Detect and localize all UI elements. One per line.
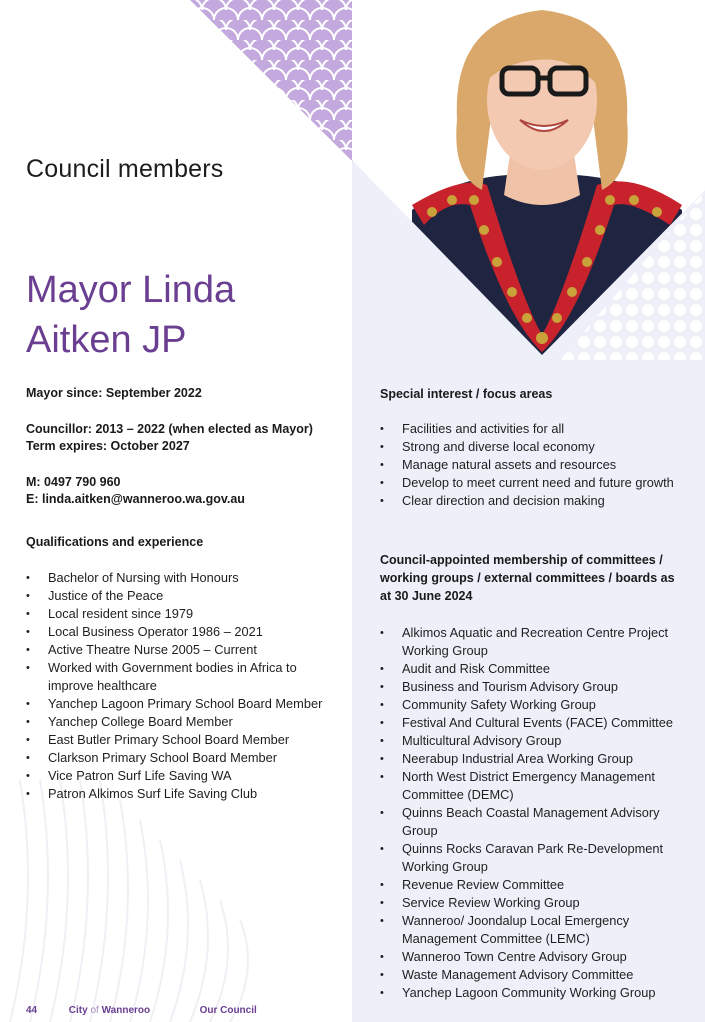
qualification-item: • Yanchep Lagoon Primary School Board Member	[26, 695, 344, 713]
page-heading: Council members	[26, 155, 224, 183]
mobile-number: M: 0497 790 960	[26, 474, 121, 489]
qualification-item: • Active Theatre Nurse 2005 – Current	[26, 641, 344, 659]
dot-pattern-decoration	[560, 190, 705, 360]
qualification-item: • Clarkson Primary School Board Member	[26, 749, 344, 767]
committee-item: • Revenue Review Committee	[380, 876, 685, 894]
qualifications-heading: Qualifications and experience	[26, 535, 204, 549]
mayor-name	[26, 265, 346, 365]
qualification-item: • Local resident since 1979	[26, 605, 344, 623]
committee-item: • Festival And Cultural Events (FACE) Committee	[380, 714, 685, 732]
interest-item: • Manage natural assets and resources	[380, 456, 680, 474]
councillor-term: Councillor: 2013 – 2022 (when elected as Mayor)	[26, 421, 313, 436]
qualification-item: • Yanchep College Board Member	[26, 713, 344, 731]
committees-heading: Council-appointed membership of committees / working groups / external committees / boards as at 30 June 2024	[380, 553, 675, 603]
committees-list	[380, 624, 685, 1002]
committee-item: • Community Safety Working Group	[380, 696, 685, 714]
page-number: 44	[26, 1005, 38, 1016]
committee-item: • Audit and Risk Committee	[380, 660, 685, 678]
interests-heading: Special interest / focus areas	[380, 387, 553, 401]
qualification-item: • Worked with Government bodies in Africa to improve healthcare	[26, 659, 344, 695]
qualification-item: • Bachelor of Nursing with Honours	[26, 569, 344, 587]
mayor-details	[26, 385, 346, 509]
qualification-item: • Local Business Operator 1986 – 2021	[26, 623, 344, 641]
qualification-item: • Vice Patron Surf Life Saving WA	[26, 767, 344, 785]
interests-list	[380, 420, 680, 510]
interest-item: • Develop to meet current need and future growth	[380, 474, 680, 492]
committee-item: • Service Review Working Group	[380, 894, 685, 912]
committee-item: • Multicultural Advisory Group	[380, 732, 685, 750]
term-expires: Term expires: October 2027	[26, 439, 190, 453]
committee-item: • Waste Management Advisory Committee	[380, 966, 685, 984]
qualification-item: • Patron Alkimos Surf Life Saving Club	[26, 785, 344, 803]
wordmark-city: City	[68, 1005, 88, 1016]
email-address[interactable]: E: linda.aitken@wanneroo.wa.gov.au	[26, 492, 245, 506]
line-texture-decoration	[0, 780, 352, 1022]
committee-item: • North West District Emergency Management Committee (DEMC)	[380, 768, 685, 804]
committee-item: • Wanneroo Town Centre Advisory Group	[380, 948, 685, 966]
committee-item: • Yanchep Lagoon Community Working Group	[380, 984, 685, 1002]
city-of-wanneroo-wordmark	[69, 1005, 197, 1016]
page-footer	[26, 1005, 257, 1016]
committee-item: • Quinns Rocks Caravan Park Re-Development Working Group	[380, 840, 685, 876]
committee-item: • Quinns Beach Coastal Management Advisory Group	[380, 804, 685, 840]
qualifications-list	[26, 569, 344, 803]
wordmark-of: of	[90, 1005, 99, 1016]
interest-item: • Facilities and activities for all	[380, 420, 680, 438]
committee-item: • Wanneroo/ Joondalup Local Emergency Management Committee (LEMC)	[380, 912, 685, 948]
mayor-name-line-1: Mayor Linda	[26, 269, 236, 311]
wordmark-wanneroo: Wanneroo	[101, 1005, 151, 1016]
interest-item: • Strong and diverse local economy	[380, 438, 680, 456]
committee-item: • Business and Tourism Advisory Group	[380, 678, 685, 696]
qualification-item: • Justice of the Peace	[26, 587, 344, 605]
scale-pattern-decoration	[190, 0, 353, 162]
interest-item: • Clear direction and decision making	[380, 492, 680, 510]
qualification-item: • East Butler Primary School Board Member	[26, 731, 344, 749]
mayor-name-line-2: Aitken JP	[26, 319, 187, 361]
committee-item: • Neerabup Industrial Area Working Group	[380, 750, 685, 768]
mayor-since: Mayor since: September 2022	[26, 386, 202, 400]
committee-item: • Alkimos Aquatic and Recreation Centre Project Working Group	[380, 624, 685, 660]
footer-section-label: Our Council	[199, 1005, 257, 1016]
